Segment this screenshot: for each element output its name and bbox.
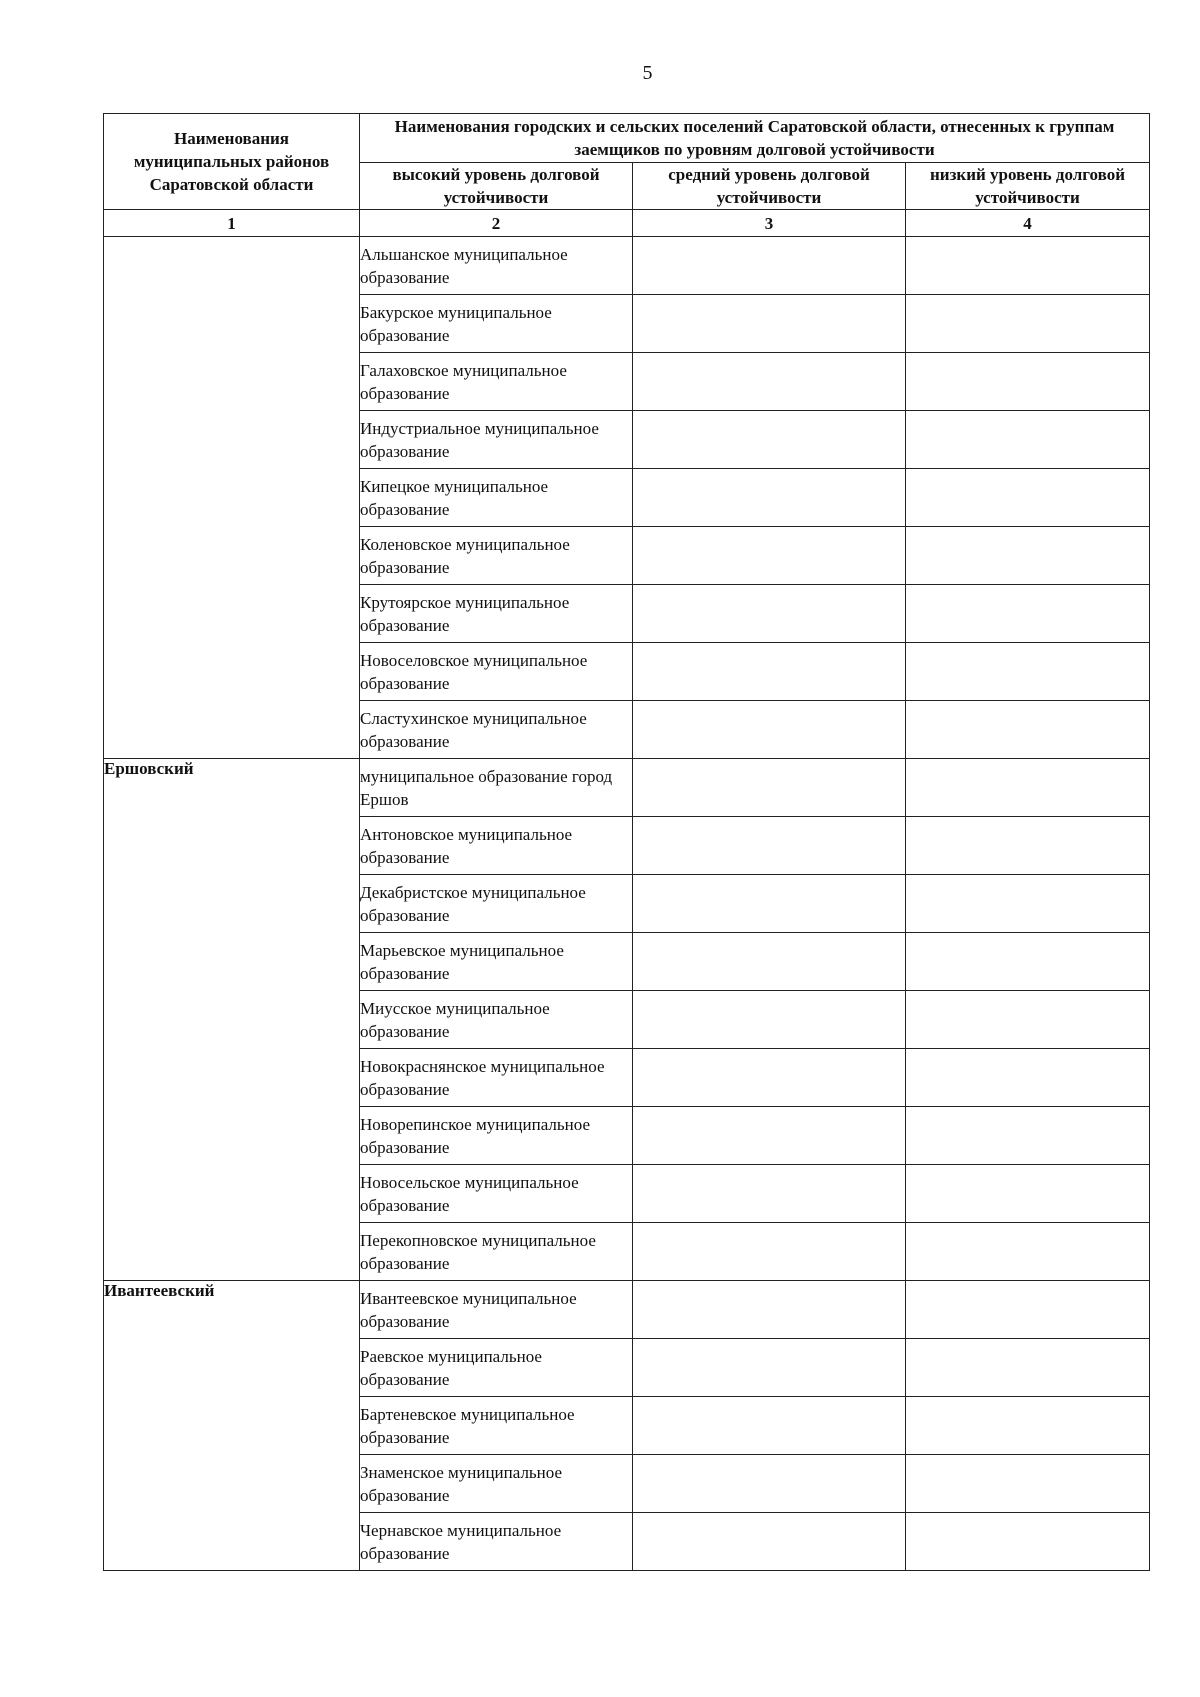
settlement-low: [906, 817, 1150, 875]
settlement-medium: [633, 1107, 906, 1165]
settlement-high: Сластухинское муниципальное образование: [360, 701, 633, 759]
table-body: [104, 237, 1150, 1571]
settlement-low: [906, 933, 1150, 991]
settlement-medium: [633, 1339, 906, 1397]
settlement-high: Декабристское муниципальное образование: [360, 875, 633, 933]
settlement-medium: [633, 1281, 906, 1339]
district-name: Ивантеевский: [104, 1281, 360, 1571]
settlement-medium: [633, 759, 906, 817]
settlement-high: Бартеневское муниципальное образование: [360, 1397, 633, 1455]
settlement-high: Перекопновское муниципальное образование: [360, 1223, 633, 1281]
settlement-low: [906, 353, 1150, 411]
settlement-high: Кипецкое муниципальное образование: [360, 469, 633, 527]
settlement-medium: [633, 295, 906, 353]
settlement-low: [906, 701, 1150, 759]
settlement-low: [906, 1165, 1150, 1223]
column-number-4: 4: [906, 210, 1150, 237]
settlement-low: [906, 585, 1150, 643]
settlement-medium: [633, 1513, 906, 1571]
settlement-high: Новосельское муниципальное образование: [360, 1165, 633, 1223]
settlement-low: [906, 1339, 1150, 1397]
settlement-low: [906, 1107, 1150, 1165]
settlement-low: [906, 237, 1150, 295]
settlement-low: [906, 1397, 1150, 1455]
settlement-medium: [633, 701, 906, 759]
table-row: [104, 1281, 1150, 1339]
header-high: высокий уровень долговой устойчивости: [360, 163, 633, 210]
settlement-medium: [633, 469, 906, 527]
settlement-high: Знаменское муниципальное образование: [360, 1455, 633, 1513]
settlement-medium: [633, 643, 906, 701]
settlement-low: [906, 643, 1150, 701]
settlement-high: Новокраснянское муниципальное образование: [360, 1049, 633, 1107]
table-row: [104, 759, 1150, 817]
column-number-1: 1: [104, 210, 360, 237]
settlement-high: Бакурское муниципальное образование: [360, 295, 633, 353]
header-low: низкий уровень долговой устойчивости: [906, 163, 1150, 210]
header-districts: Наименования муниципальных районов Саратовской области: [104, 114, 360, 210]
settlement-medium: [633, 933, 906, 991]
settlement-high: Альшанское муниципальное образование: [360, 237, 633, 295]
settlement-medium: [633, 1049, 906, 1107]
settlement-low: [906, 1513, 1150, 1571]
settlement-medium: [633, 817, 906, 875]
column-number-3: 3: [633, 210, 906, 237]
district-name: [104, 237, 360, 759]
debt-sustainability-table: [103, 113, 1150, 1571]
settlement-low: [906, 411, 1150, 469]
table-row: [104, 237, 1150, 295]
settlement-low: [906, 1455, 1150, 1513]
settlement-low: [906, 1223, 1150, 1281]
settlement-medium: [633, 991, 906, 1049]
settlement-high: Антоновское муниципальное образование: [360, 817, 633, 875]
settlement-medium: [633, 1455, 906, 1513]
column-number-2: 2: [360, 210, 633, 237]
settlement-low: [906, 1281, 1150, 1339]
settlement-high: муниципальное образование город Ершов: [360, 759, 633, 817]
settlement-high: Новоселовское муниципальное образование: [360, 643, 633, 701]
settlement-low: [906, 527, 1150, 585]
header-medium: средний уровень долговой устойчивости: [633, 163, 906, 210]
settlement-low: [906, 469, 1150, 527]
settlement-low: [906, 759, 1150, 817]
settlement-medium: [633, 527, 906, 585]
settlement-medium: [633, 1223, 906, 1281]
settlement-high: Марьевское муниципальное образование: [360, 933, 633, 991]
settlement-medium: [633, 1397, 906, 1455]
settlement-medium: [633, 237, 906, 295]
settlement-medium: [633, 353, 906, 411]
page-number: 5: [642, 62, 653, 84]
settlement-medium: [633, 1165, 906, 1223]
settlement-high: Крутоярское муниципальное образование: [360, 585, 633, 643]
settlement-high: Индустриальное муниципальное образование: [360, 411, 633, 469]
settlement-low: [906, 991, 1150, 1049]
header-group: Наименования городских и сельских поселений Саратовской области, отнесенных к группам заемщиков по уровням долговой устойчивости: [360, 114, 1150, 163]
settlement-medium: [633, 585, 906, 643]
settlement-low: [906, 295, 1150, 353]
settlement-low: [906, 1049, 1150, 1107]
settlement-high: Раевское муниципальное образование: [360, 1339, 633, 1397]
settlement-high: Галаховское муниципальное образование: [360, 353, 633, 411]
settlement-medium: [633, 875, 906, 933]
settlement-high: Коленовское муниципальное образование: [360, 527, 633, 585]
district-name: Ершовский: [104, 759, 360, 1281]
settlement-low: [906, 875, 1150, 933]
settlement-medium: [633, 411, 906, 469]
settlement-high: Новорепинское муниципальное образование: [360, 1107, 633, 1165]
settlement-high: Чернавское муниципальное образование: [360, 1513, 633, 1571]
settlement-high: Ивантеевское муниципальное образование: [360, 1281, 633, 1339]
settlement-high: Миусское муниципальное образование: [360, 991, 633, 1049]
